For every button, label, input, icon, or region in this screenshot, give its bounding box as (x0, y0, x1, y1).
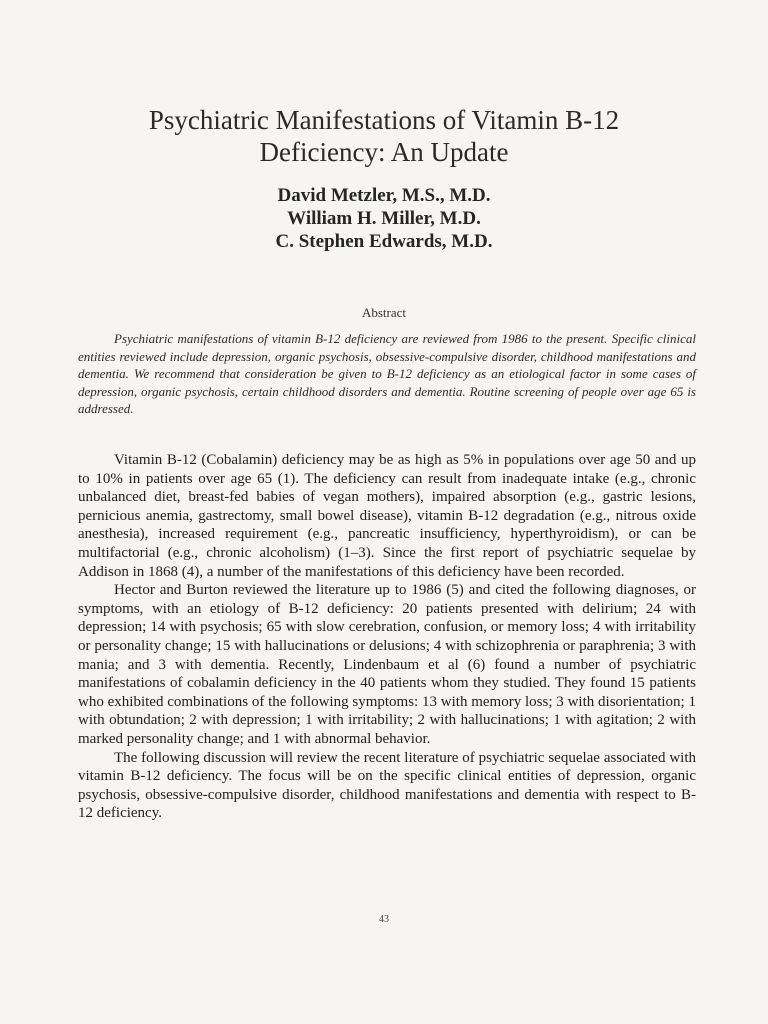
author-1: David Metzler, M.S., M.D. (277, 185, 491, 206)
body-paragraph-1: Vitamin B-12 (Cobalamin) deficiency may be as high as 5% in populations over age 50 and up to 10% in patients over age 65 (1). The deficiency can result from inadequate intake (e.g., chronic unbalanced diet, breast-fed babies of vegan mothers), impaired absorption (e.g., gastric lesions, pernicious anemia, gastrectomy, small bowel disease), vitamin B-12 degradation (e.g., nitrous oxide anesthesia), increased requirement (e.g., pancreatic insufficiency, hyperthyroidism), or can be multifactorial (e.g., chronic alcoholism) (1–3). Since the first report of psychiatric sequelae by Addison in 1868 (4), a number of the manifestations of this deficiency have been recorded. (78, 452, 696, 580)
body-paragraph-3: The following discussion will review the recent literature of psychiatric sequelae associated with vitamin B-12 deficiency. The focus will be on the specific clinical entities of depression, organic psychosis, obsessive-compulsive disorder, childhood manifestations and dementia with respect to B-12 deficiency. (78, 749, 696, 822)
article-title-line-2: Deficiency: An Update (259, 137, 509, 167)
abstract-text: Psychiatric manifestations of vitamin B-12 deficiency are reviewed from 1986 to the present. Specific clinical entities reviewed include depression, organic psychosis, obsessive-compulsive disorder, childhood manifestations and dementia. We recommend that consideration be given to B-12 deficiency as an etiological factor in some cases of depression, organic psychosis, certain childhood disorders and dementia. Routine screening of people over age 65 is addressed. (78, 331, 696, 417)
body-paragraph-2: Hector and Burton reviewed the literature up to 1986 (5) and cited the following diagnoses, or symptoms, with an etiology of B-12 deficiency: 20 patients presented with delirium; 24 with depression; 14 with psychosis; 65 with slow cerebration, confusion, or memory loss; 4 with irritability or personality change; 15 with hallucinations or delusions; 4 with schizophrenia or paraphrenia; 3 with mania; and 3 with dementia. Recently, Lindenbaum et al (6) found a number of psychiatric manifestations of cobalamin deficiency in the 40 patients whom they studied. They found 15 patients who exhibited combinations of the following symptoms: 13 with memory loss; 3 with disorientation; 1 with obtundation; 2 with depression; 1 with irritability; 2 with hallucinations; 1 with agitation; 2 with marked personality change; and 1 with abnormal behavior. (78, 582, 696, 747)
author-list (60, 184, 708, 253)
author-2: William H. Miller, M.D. (287, 208, 481, 229)
author-3: C. Stephen Edwards, M.D. (275, 231, 493, 252)
article-title-line-1: Psychiatric Manifestations of Vitamin B-12 (148, 105, 620, 135)
abstract-heading: Abstract (361, 305, 407, 320)
article-title (60, 104, 708, 168)
page-number: 43 (379, 914, 389, 925)
body-text (78, 451, 696, 823)
